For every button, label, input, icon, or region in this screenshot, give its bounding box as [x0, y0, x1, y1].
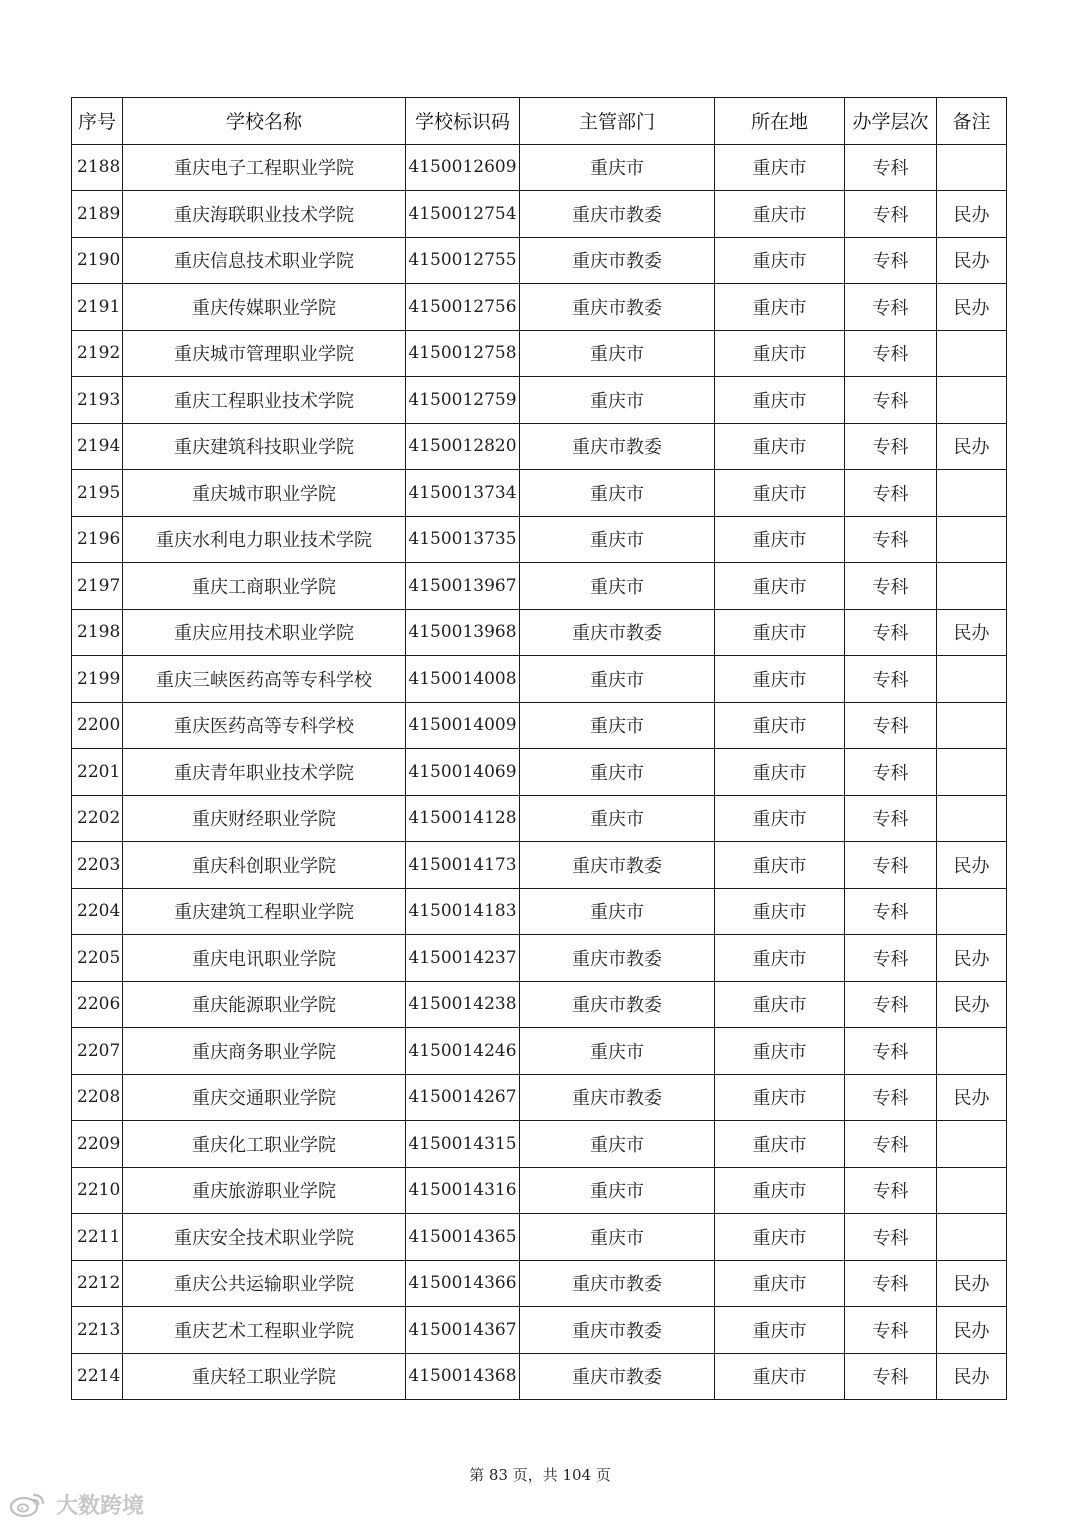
- cell-level: 专科: [845, 1074, 937, 1121]
- cell-location: 重庆市: [715, 842, 845, 889]
- cell-remark: 民办: [937, 981, 1007, 1028]
- cell-school-name: 重庆科创职业学院: [123, 842, 406, 889]
- cell-level: 专科: [845, 516, 937, 563]
- cell-serial-number: 2195: [72, 470, 123, 517]
- cell-school-name: 重庆应用技术职业学院: [123, 609, 406, 656]
- cell-school-code: 4150014366: [406, 1260, 520, 1307]
- cell-location: 重庆市: [715, 516, 845, 563]
- header-remark: 备注: [937, 98, 1007, 145]
- table-row: [72, 237, 1007, 284]
- cell-school-name: 重庆建筑科技职业学院: [123, 423, 406, 470]
- header-school-code: 学校标识码: [406, 98, 520, 145]
- header-department: 主管部门: [520, 98, 715, 145]
- table-row: [72, 516, 1007, 563]
- cell-level: 专科: [845, 470, 937, 517]
- cell-serial-number: 2200: [72, 702, 123, 749]
- cell-serial-number: 2192: [72, 330, 123, 377]
- weibo-logo-icon: [8, 1490, 48, 1518]
- cell-remark: [937, 1214, 1007, 1261]
- cell-serial-number: 2205: [72, 935, 123, 982]
- cell-school-code: 4150014238: [406, 981, 520, 1028]
- cell-school-code: 4150014368: [406, 1353, 520, 1400]
- cell-location: 重庆市: [715, 330, 845, 377]
- table-row: [72, 1167, 1007, 1214]
- cell-location: 重庆市: [715, 1074, 845, 1121]
- cell-school-name: 重庆建筑工程职业学院: [123, 888, 406, 935]
- cell-level: 专科: [845, 702, 937, 749]
- cell-remark: 民办: [937, 1260, 1007, 1307]
- table-row: [72, 1353, 1007, 1400]
- cell-department: 重庆市: [520, 1214, 715, 1261]
- cell-department: 重庆市: [520, 888, 715, 935]
- cell-school-code: 4150012758: [406, 330, 520, 377]
- cell-department: 重庆市教委: [520, 935, 715, 982]
- cell-serial-number: 2203: [72, 842, 123, 889]
- watermark: [8, 1488, 144, 1520]
- cell-location: 重庆市: [715, 1214, 845, 1261]
- cell-serial-number: 2189: [72, 191, 123, 238]
- table-header-row: [72, 98, 1007, 145]
- cell-serial-number: 2209: [72, 1121, 123, 1168]
- cell-school-name: 重庆青年职业技术学院: [123, 749, 406, 796]
- cell-department: 重庆市教委: [520, 284, 715, 331]
- table-row: [72, 563, 1007, 610]
- school-list-table: [71, 97, 1007, 1400]
- cell-remark: [937, 330, 1007, 377]
- cell-school-name: 重庆交通职业学院: [123, 1074, 406, 1121]
- cell-remark: 民办: [937, 935, 1007, 982]
- cell-department: 重庆市教委: [520, 423, 715, 470]
- cell-department: 重庆市教委: [520, 1074, 715, 1121]
- cell-school-name: 重庆城市职业学院: [123, 470, 406, 517]
- cell-serial-number: 2210: [72, 1167, 123, 1214]
- cell-location: 重庆市: [715, 981, 845, 1028]
- cell-school-name: 重庆公共运输职业学院: [123, 1260, 406, 1307]
- cell-school-name: 重庆商务职业学院: [123, 1028, 406, 1075]
- cell-school-code: 4150012754: [406, 191, 520, 238]
- cell-level: 专科: [845, 935, 937, 982]
- cell-location: 重庆市: [715, 144, 845, 191]
- table-row: [72, 423, 1007, 470]
- cell-school-name: 重庆工商职业学院: [123, 563, 406, 610]
- cell-level: 专科: [845, 609, 937, 656]
- cell-serial-number: 2191: [72, 284, 123, 331]
- cell-department: 重庆市教委: [520, 191, 715, 238]
- cell-department: 重庆市: [520, 563, 715, 610]
- cell-location: 重庆市: [715, 470, 845, 517]
- cell-department: 重庆市: [520, 1167, 715, 1214]
- table-row: [72, 702, 1007, 749]
- cell-location: 重庆市: [715, 377, 845, 424]
- cell-level: 专科: [845, 1167, 937, 1214]
- cell-location: 重庆市: [715, 423, 845, 470]
- cell-serial-number: 2213: [72, 1307, 123, 1354]
- cell-remark: [937, 470, 1007, 517]
- cell-location: 重庆市: [715, 1260, 845, 1307]
- cell-level: 专科: [845, 1214, 937, 1261]
- cell-school-code: 4150012756: [406, 284, 520, 331]
- cell-department: 重庆市教委: [520, 842, 715, 889]
- cell-level: 专科: [845, 1028, 937, 1075]
- cell-location: 重庆市: [715, 702, 845, 749]
- cell-remark: [937, 516, 1007, 563]
- cell-school-code: 4150014183: [406, 888, 520, 935]
- cell-school-name: 重庆安全技术职业学院: [123, 1214, 406, 1261]
- cell-level: 专科: [845, 423, 937, 470]
- cell-department: 重庆市教委: [520, 1307, 715, 1354]
- cell-location: 重庆市: [715, 1028, 845, 1075]
- table-row: [72, 656, 1007, 703]
- cell-serial-number: 2188: [72, 144, 123, 191]
- cell-remark: 民办: [937, 1353, 1007, 1400]
- cell-level: 专科: [845, 842, 937, 889]
- cell-school-code: 4150014128: [406, 795, 520, 842]
- cell-level: 专科: [845, 795, 937, 842]
- cell-remark: [937, 377, 1007, 424]
- table-row: [72, 888, 1007, 935]
- cell-remark: 民办: [937, 284, 1007, 331]
- cell-school-code: 4150014069: [406, 749, 520, 796]
- cell-location: 重庆市: [715, 284, 845, 331]
- cell-department: 重庆市教委: [520, 1260, 715, 1307]
- cell-department: 重庆市教委: [520, 981, 715, 1028]
- cell-serial-number: 2193: [72, 377, 123, 424]
- cell-serial-number: 2190: [72, 237, 123, 284]
- table-row: [72, 842, 1007, 889]
- table-row: [72, 1307, 1007, 1354]
- cell-school-name: 重庆医药高等专科学校: [123, 702, 406, 749]
- cell-school-code: 4150012759: [406, 377, 520, 424]
- cell-serial-number: 2197: [72, 563, 123, 610]
- cell-location: 重庆市: [715, 656, 845, 703]
- table-row: [72, 1074, 1007, 1121]
- cell-level: 专科: [845, 1307, 937, 1354]
- cell-level: 专科: [845, 144, 937, 191]
- cell-serial-number: 2211: [72, 1214, 123, 1261]
- watermark-text: 大数跨境: [56, 1493, 145, 1519]
- cell-level: 专科: [845, 563, 937, 610]
- cell-school-name: 重庆电讯职业学院: [123, 935, 406, 982]
- header-level: 办学层次: [845, 98, 937, 145]
- table-row: [72, 609, 1007, 656]
- table-row: [72, 470, 1007, 517]
- cell-serial-number: 2214: [72, 1353, 123, 1400]
- cell-serial-number: 2194: [72, 423, 123, 470]
- cell-school-name: 重庆海联职业技术学院: [123, 191, 406, 238]
- cell-location: 重庆市: [715, 749, 845, 796]
- cell-school-code: 4150014367: [406, 1307, 520, 1354]
- cell-remark: [937, 749, 1007, 796]
- cell-school-code: 4150014173: [406, 842, 520, 889]
- cell-school-code: 4150014315: [406, 1121, 520, 1168]
- cell-level: 专科: [845, 749, 937, 796]
- cell-remark: 民办: [937, 423, 1007, 470]
- cell-serial-number: 2201: [72, 749, 123, 796]
- cell-department: 重庆市: [520, 795, 715, 842]
- cell-school-name: 重庆三峡医药高等专科学校: [123, 656, 406, 703]
- cell-level: 专科: [845, 237, 937, 284]
- cell-location: 重庆市: [715, 888, 845, 935]
- cell-remark: [937, 144, 1007, 191]
- cell-department: 重庆市: [520, 749, 715, 796]
- cell-department: 重庆市教委: [520, 609, 715, 656]
- cell-location: 重庆市: [715, 1307, 845, 1354]
- cell-department: 重庆市: [520, 1028, 715, 1075]
- cell-serial-number: 2212: [72, 1260, 123, 1307]
- cell-school-code: 4150013968: [406, 609, 520, 656]
- cell-school-code: 4150013967: [406, 563, 520, 610]
- cell-serial-number: 2208: [72, 1074, 123, 1121]
- cell-level: 专科: [845, 1121, 937, 1168]
- cell-school-name: 重庆能源职业学院: [123, 981, 406, 1028]
- cell-school-code: 4150012755: [406, 237, 520, 284]
- cell-serial-number: 2204: [72, 888, 123, 935]
- cell-remark: [937, 563, 1007, 610]
- cell-level: 专科: [845, 1260, 937, 1307]
- cell-serial-number: 2196: [72, 516, 123, 563]
- cell-level: 专科: [845, 377, 937, 424]
- cell-school-name: 重庆水利电力职业技术学院: [123, 516, 406, 563]
- cell-department: 重庆市: [520, 1121, 715, 1168]
- table-row: [72, 144, 1007, 191]
- cell-location: 重庆市: [715, 935, 845, 982]
- table-row: [72, 1028, 1007, 1075]
- cell-school-code: 4150013735: [406, 516, 520, 563]
- cell-location: 重庆市: [715, 191, 845, 238]
- table-body: [72, 144, 1007, 1400]
- table-row: [72, 795, 1007, 842]
- cell-school-name: 重庆传媒职业学院: [123, 284, 406, 331]
- cell-school-name: 重庆电子工程职业学院: [123, 144, 406, 191]
- cell-school-name: 重庆艺术工程职业学院: [123, 1307, 406, 1354]
- table-row: [72, 1260, 1007, 1307]
- table-row: [72, 1121, 1007, 1168]
- cell-school-code: 4150014365: [406, 1214, 520, 1261]
- cell-remark: 民办: [937, 609, 1007, 656]
- cell-level: 专科: [845, 284, 937, 331]
- cell-remark: 民办: [937, 191, 1007, 238]
- cell-serial-number: 2202: [72, 795, 123, 842]
- cell-location: 重庆市: [715, 1353, 845, 1400]
- cell-remark: 民办: [937, 842, 1007, 889]
- cell-department: 重庆市: [520, 702, 715, 749]
- cell-department: 重庆市: [520, 516, 715, 563]
- cell-level: 专科: [845, 330, 937, 377]
- cell-level: 专科: [845, 981, 937, 1028]
- cell-department: 重庆市: [520, 144, 715, 191]
- cell-school-name: 重庆城市管理职业学院: [123, 330, 406, 377]
- cell-location: 重庆市: [715, 1121, 845, 1168]
- cell-location: 重庆市: [715, 563, 845, 610]
- cell-department: 重庆市: [520, 330, 715, 377]
- cell-location: 重庆市: [715, 795, 845, 842]
- cell-department: 重庆市教委: [520, 1353, 715, 1400]
- cell-remark: [937, 656, 1007, 703]
- cell-school-code: 4150012609: [406, 144, 520, 191]
- table-row: [72, 981, 1007, 1028]
- cell-school-code: 4150014008: [406, 656, 520, 703]
- table-row: [72, 377, 1007, 424]
- cell-location: 重庆市: [715, 237, 845, 284]
- cell-remark: [937, 795, 1007, 842]
- cell-remark: [937, 1167, 1007, 1214]
- cell-department: 重庆市: [520, 377, 715, 424]
- cell-serial-number: 2206: [72, 981, 123, 1028]
- cell-serial-number: 2199: [72, 656, 123, 703]
- cell-remark: [937, 1121, 1007, 1168]
- cell-school-name: 重庆财经职业学院: [123, 795, 406, 842]
- cell-remark: 民办: [937, 1074, 1007, 1121]
- cell-remark: 民办: [937, 237, 1007, 284]
- cell-school-code: 4150014237: [406, 935, 520, 982]
- cell-level: 专科: [845, 656, 937, 703]
- cell-school-name: 重庆工程职业技术学院: [123, 377, 406, 424]
- cell-school-code: 4150014246: [406, 1028, 520, 1075]
- table-row: [72, 330, 1007, 377]
- cell-school-name: 重庆信息技术职业学院: [123, 237, 406, 284]
- cell-school-name: 重庆旅游职业学院: [123, 1167, 406, 1214]
- header-serial-number: 序号: [72, 98, 123, 145]
- header-school-name: 学校名称: [123, 98, 406, 145]
- cell-school-code: 4150012820: [406, 423, 520, 470]
- table-row: [72, 749, 1007, 796]
- cell-remark: 民办: [937, 1307, 1007, 1354]
- cell-department: 重庆市: [520, 470, 715, 517]
- cell-serial-number: 2198: [72, 609, 123, 656]
- cell-remark: [937, 888, 1007, 935]
- cell-school-name: 重庆化工职业学院: [123, 1121, 406, 1168]
- cell-remark: [937, 1028, 1007, 1075]
- cell-school-code: 4150014316: [406, 1167, 520, 1214]
- cell-level: 专科: [845, 888, 937, 935]
- cell-department: 重庆市教委: [520, 237, 715, 284]
- cell-school-code: 4150014009: [406, 702, 520, 749]
- cell-school-code: 4150014267: [406, 1074, 520, 1121]
- header-location: 所在地: [715, 98, 845, 145]
- table-row: [72, 935, 1007, 982]
- cell-department: 重庆市: [520, 656, 715, 703]
- table-row: [72, 1214, 1007, 1261]
- table-row: [72, 191, 1007, 238]
- cell-location: 重庆市: [715, 1167, 845, 1214]
- cell-school-name: 重庆轻工职业学院: [123, 1353, 406, 1400]
- cell-serial-number: 2207: [72, 1028, 123, 1075]
- cell-school-code: 4150013734: [406, 470, 520, 517]
- cell-location: 重庆市: [715, 609, 845, 656]
- cell-remark: [937, 702, 1007, 749]
- page-number-footer: 第 83 页，共 104 页: [469, 1466, 611, 1484]
- cell-level: 专科: [845, 1353, 937, 1400]
- table-row: [72, 284, 1007, 331]
- cell-level: 专科: [845, 191, 937, 238]
